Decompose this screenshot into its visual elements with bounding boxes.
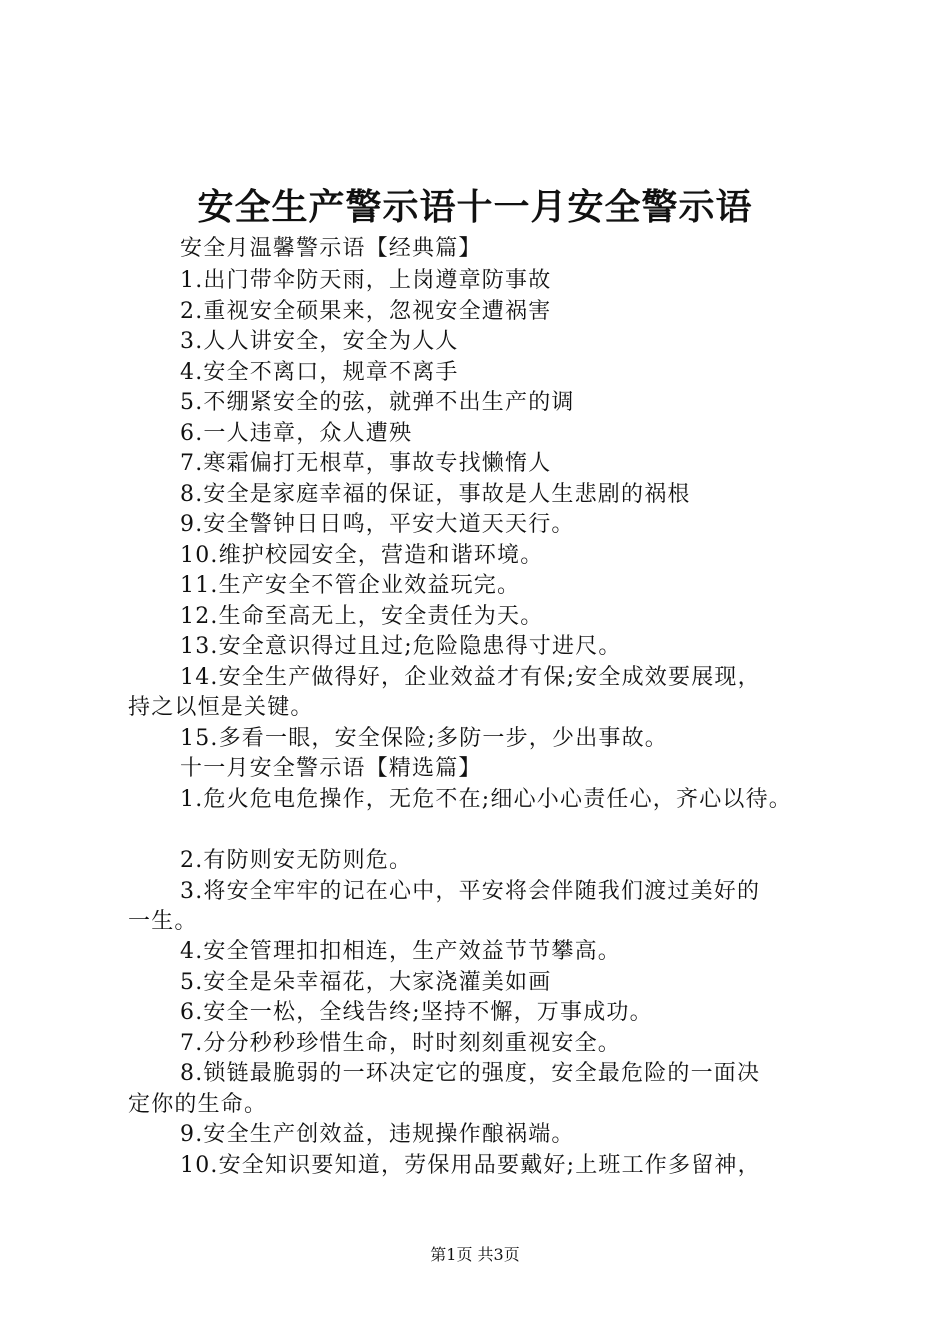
text-line: 6.一人违章，众人遭殃	[180, 421, 413, 446]
text-line: 1.出门带伞防天雨，上岗遵章防事故	[180, 268, 552, 293]
text-line: 15.多看一眼，安全保险;多防一步，少出事故。	[180, 726, 669, 751]
text-line: 2.有防则安无防则危。	[180, 848, 413, 873]
text-line: 7.寒霜偏打无根草，事故专找懒惰人	[180, 451, 552, 476]
text-line: 9.安全生产创效益，违规操作酿祸端。	[180, 1122, 575, 1147]
text-line: 4.安全管理扣扣相连，生产效益节节攀高。	[180, 939, 621, 964]
text-line: 10.维护校园安全，营造和谐环境。	[180, 543, 544, 568]
text-line: 7.分分秒秒珍惜生命，时时刻刻重视安全。	[180, 1031, 621, 1056]
text-line: 2.重视安全硕果来，忽视安全遭祸害	[180, 299, 552, 324]
text-line: 持之以恒是关键。	[128, 695, 314, 720]
text-line: 11.生产安全不管企业效益玩完。	[180, 573, 521, 598]
text-line: 4.安全不离口，规章不离手	[180, 360, 459, 385]
text-line: 14.安全生产做得好，企业效益才有保;安全成效要展现，	[180, 665, 761, 690]
text-line: 安全月温馨警示语【经典篇】	[180, 236, 482, 261]
page-title: 安全生产警示语十一月安全警示语	[197, 187, 753, 228]
text-line: 定你的生命。	[128, 1092, 268, 1117]
text-line: 9.安全警钟日日鸣，平安大道天天行。	[180, 512, 575, 537]
text-line: 6.安全一松，全线告终;坚持不懈，万事成功。	[180, 1000, 653, 1025]
text-line: 一生。	[128, 909, 198, 934]
text-line: 5.安全是朵幸福花，大家浇灌美如画	[180, 970, 552, 995]
text-line: 十一月安全警示语【精选篇】	[180, 756, 482, 781]
text-line: 1.危火危电危操作，无危不在;细心小心责任心，齐心以待。	[180, 787, 793, 812]
text-line: 13.安全意识得过且过;危险隐患得寸进尺。	[180, 634, 622, 659]
text-line: 10.安全知识要知道，劳保用品要戴好;上班工作多留神，	[180, 1153, 761, 1178]
text-line: 5.不绷紧安全的弦，就弹不出生产的调	[180, 390, 575, 415]
text-line: 3.人人讲安全，安全为人人	[180, 329, 459, 354]
text-line: 3.将安全牢牢的记在心中，平安将会伴随我们渡过美好的	[180, 879, 761, 904]
text-line: 12.生命至高无上，安全责任为天。	[180, 604, 544, 629]
text-line: 8.安全是家庭幸福的保证，事故是人生悲剧的祸根	[180, 482, 691, 507]
text-line: 8.锁链最脆弱的一环决定它的强度，安全最危险的一面决	[180, 1061, 761, 1086]
page-footer: 第1页 共3页	[430, 1245, 520, 1264]
